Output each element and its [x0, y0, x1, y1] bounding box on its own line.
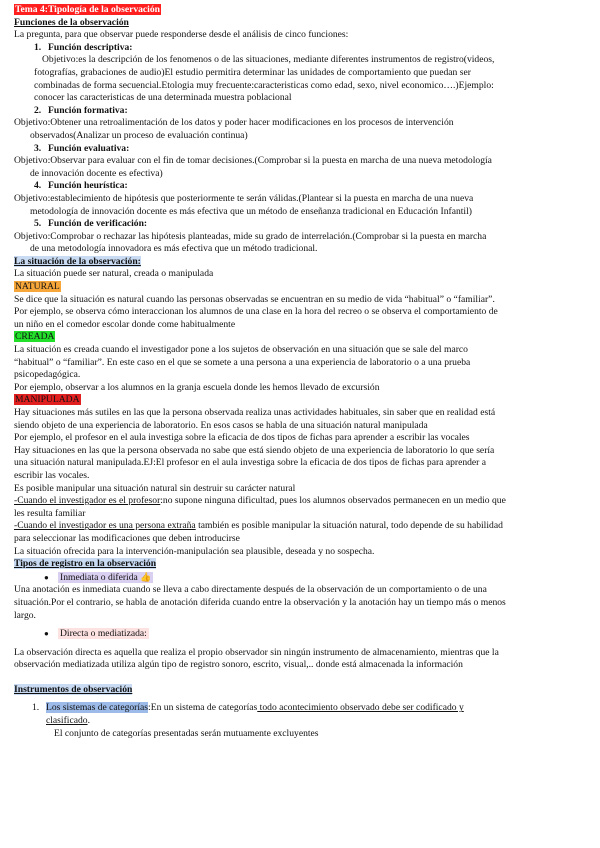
function-title: Función formativa:: [48, 104, 128, 116]
instrument-highlight: Los sistemas de categorías: [46, 702, 149, 714]
paragraph: La situación es creada cuando el investigador pone a los sujetos de observación en una situación que se sale del marco: [14, 344, 468, 356]
paragraph: La situación puede ser natural, creada o manipulada: [14, 268, 214, 280]
list-number: 5.: [34, 218, 42, 230]
paragraph: [14, 495, 586, 508]
paragraph: les resulta familiar: [14, 507, 86, 519]
text: también es posible manipular la situación natural, todo depende de su habilidad: [195, 520, 503, 532]
heading-highlight: Tipos de registro en la observación: [14, 558, 157, 570]
paragraph: Hay situaciones en las que la persona observada no sabe que está siendo objeto de una experiencia de laboratorio lo que sería: [14, 444, 495, 456]
spacer: [14, 672, 586, 684]
paragraph: fotografías, grabaciones de audio)El estudio permitira determinar las unidades de comportamiento que puedan ser: [34, 66, 471, 78]
section-heading-situacion: [14, 256, 586, 269]
thumbs-up-icon: 👍: [140, 571, 152, 582]
instrument-item-1: [14, 702, 586, 715]
paragraph: metodología de innovación docente es más efectiva que un método de enseñanza tradicional en Educación Infantil): [30, 205, 472, 217]
paragraph: escribir las vocales.: [14, 469, 90, 481]
paragraph: de innovación docente es efectiva): [30, 167, 163, 179]
paragraph: Objetivo:Obtener una retroalimentación de los datos y poder hacer modificaciones en los procesos de intervención: [14, 117, 454, 129]
paragraph: La pregunta, para que observar puede responderse desde el análisis de cinco funciones:: [14, 29, 349, 41]
list-number: 4.: [34, 180, 42, 192]
bullet-icon: ●: [44, 572, 49, 582]
creada-highlight: CREADA: [15, 331, 55, 343]
text: :no supone ninguna dificultad, pues los alumnos observados permanecen en un medio que: [160, 495, 506, 507]
paragraph: Por ejemplo, el profesor en el aula investiga sobre la eficacia de dos tipos de fichas para aprender a escribir las vocales: [14, 432, 470, 444]
paragraph: La observación directa es aquella que realiza el propio observador sin ningún instrumento de almacenamiento, mientras que la: [14, 646, 499, 658]
paragraph: Objetivo:establecimiento de hipótesis que posteriormente te serán válidas.(Plantear si la puesta en marcha de una nueva: [14, 192, 474, 204]
paragraph: El conjunto de categorías presentadas serán mutuamente excluyentes: [54, 727, 319, 739]
label-natural: [14, 281, 586, 294]
paragraph: largo.: [14, 609, 36, 621]
function-title: Función descriptiva:: [48, 41, 133, 53]
section-heading-registro: [14, 558, 586, 571]
function-item-1: [14, 42, 586, 55]
heading-highlight: Instrumentos de observación: [14, 683, 133, 695]
paragraph: observación mediatizada utiliza algún tipo de registro sonoro, escrito, visual,.. donde está almacenada la información: [14, 659, 463, 671]
paragraph: Objetivo:Comprobar o rechazar las hipótesis planteadas, mide su grado de interrelación.(Comprobar si la puesta en marcha: [14, 230, 487, 242]
paragraph: “habitual” o “familiar”. En este caso en el que se somete a una persona a una experiencia de laboratorio o a una prueba: [14, 356, 471, 368]
paragraph: Una anotación es inmediata cuando se lleva a cabo directamente después de la observación de un comportamiento o de una: [14, 584, 487, 596]
list-number: 1.: [34, 41, 42, 53]
title-highlight: Tema 4:Tipología de la observación: [15, 4, 160, 15]
paragraph: combinadas de forma secuencial.Etologia muy frecuente:caracteristicas como edad, sexo, nivel economico….)Ejemplo:: [34, 79, 494, 91]
underlined-text: -Cuando el investigador es el profesor: [14, 495, 161, 507]
function-item-5: [14, 218, 586, 231]
section-heading-funciones: Funciones de la observación: [14, 16, 129, 28]
paragraph: de una metodología innovadora es más efectiva que un método tradicional.: [30, 243, 318, 255]
bullet-icon: ●: [44, 629, 49, 639]
function-item-2: [14, 105, 586, 118]
paragraph: La situación ofrecida para la intervención-manipulación sea plausible, deseada y no sospecha.: [14, 545, 375, 557]
label-manipulada: [14, 394, 586, 407]
bullet-item-directa: [14, 628, 586, 641]
underlined-text: todo acontecimiento observado debe ser codificado y: [257, 702, 464, 714]
paragraph: conocer las caracteristicas de una determinada muestra poblacional: [34, 92, 292, 104]
paragraph: situación.Por el contrario, se habla de anotación diferida cuando entre la observación y la anotación hay un tiempo más o menos: [14, 596, 506, 608]
bullet-label: Directa o mediatizada:: [60, 628, 147, 640]
underlined-text: clasificado: [46, 715, 88, 727]
paragraph: una situación natural manipulada.EJ:El profesor en el aula investiga sobre la eficacia de dos tipos de fichas para aprender a: [14, 457, 487, 469]
paragraph: [14, 520, 586, 533]
underlined-text: -Cuando el investigador es una persona extraña: [14, 520, 196, 532]
paragraph: observados(Analizar un proceso de evaluación continua): [30, 129, 248, 141]
function-title: Función de verificación:: [48, 218, 148, 230]
document-title: [14, 4, 586, 17]
paragraph: un niño en el comedor escolar donde come habitualmente: [14, 318, 236, 330]
bullet-item-inmediata: [14, 571, 586, 585]
paragraph: Objetivo:Observar para evaluar con el fin de tomar decisiones.(Comprobar si la puesta en marcha de una nueva metodología: [14, 155, 492, 167]
list-number: 1.: [32, 702, 40, 714]
bullet-label: Inmediata o diferida: [60, 571, 138, 583]
label-creada: [14, 331, 586, 344]
paragraph: Es posible manipular una situación natural sin destruir su carácter natural: [14, 482, 296, 494]
manipulada-highlight: MANIPULADA: [15, 394, 80, 406]
paragraph: Objetivo:es la descripción de los fenomenos o de las situaciones, mediante diferentes instrumentos de registro(videos,: [42, 54, 495, 66]
natural-highlight: NATURAL: [15, 281, 60, 293]
text: :En un sistema de categorías: [148, 702, 258, 714]
paragraph: psicopedagógica.: [14, 369, 81, 381]
function-item-4: [14, 180, 586, 193]
paragraph: para seleccionar las modificaciones que deben introducirse: [14, 532, 240, 544]
function-title: Función heurística:: [48, 180, 128, 192]
bullet-highlight: [58, 572, 153, 583]
paragraph: Por ejemplo, observar a los alumnos en la granja escuela donde les hemos llevado de excursión: [14, 381, 380, 393]
paragraph: [14, 715, 586, 728]
paragraph: Se dice que la situación es natural cuando las personas observadas se encuentran en su medio de vida “habitual” o “familiar”.: [14, 293, 495, 305]
paragraph: siendo objeto de una experiencia de laboratorio. En esos casos se habla de una situación natural manipulada: [14, 419, 428, 431]
function-title: Función evaluativa:: [48, 142, 130, 154]
function-item-3: [14, 143, 586, 156]
list-number: 2.: [34, 104, 42, 116]
list-number: 3.: [34, 142, 42, 154]
text: .: [87, 715, 90, 727]
section-heading-instrumentos: [14, 684, 586, 697]
heading-highlight: La situación de la observación:: [14, 255, 141, 267]
paragraph: Por ejemplo, se observa cómo interaccionan los alumnos de una clase en la hora del recreo o se observa el comportamiento de: [14, 306, 498, 318]
paragraph: Hay situaciones más sutiles en las que la persona observada realiza unas actividades habituales, sin saber que en realidad está: [14, 407, 496, 418]
